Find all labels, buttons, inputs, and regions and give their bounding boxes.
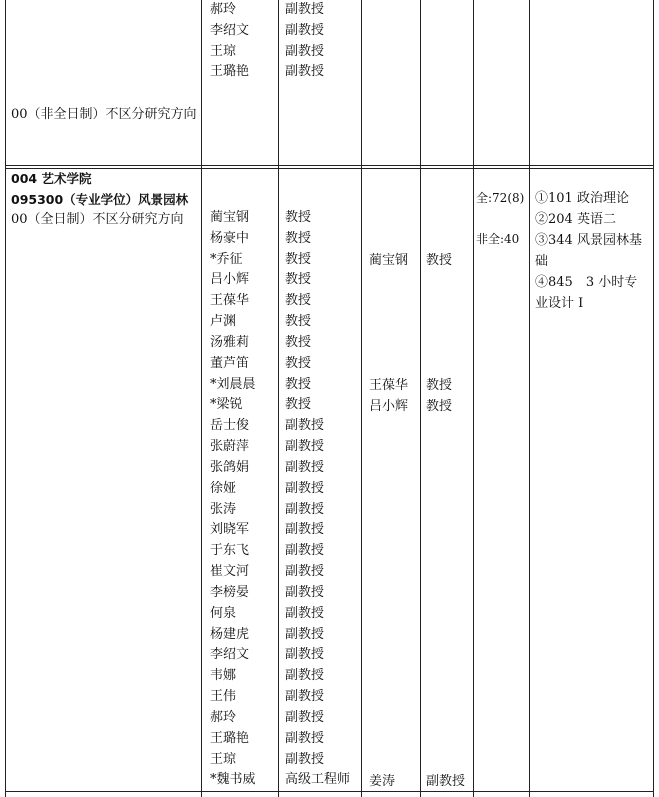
supervisor-title: 副教授: [285, 709, 325, 725]
supervisor-name: 李绍文: [210, 22, 250, 38]
supervisor-title: 副教授: [285, 584, 325, 600]
supervisor-title: 教授: [285, 210, 312, 225]
supervisor-name: 韦娜: [210, 668, 237, 684]
quota-full-time: 全:72(8): [476, 191, 525, 205]
exam-subject: ②204 英语二: [535, 212, 616, 227]
supervisor-title: 高级工程师: [285, 772, 351, 788]
cosupervisor-title: 教授: [426, 399, 453, 414]
supervisor-name: *刘晨晨: [210, 376, 256, 392]
supervisor-name: 王葆华: [210, 293, 250, 309]
supervisor-title: 教授: [285, 397, 312, 413]
supervisor-title: 副教授: [285, 501, 325, 517]
supervisor-title: 副教授: [285, 64, 325, 80]
supervisor-title: 副教授: [285, 689, 325, 705]
supervisor-title: 副教授: [285, 751, 325, 767]
cosupervisor-title: 副教授: [426, 774, 466, 789]
supervisor-title: 副教授: [285, 564, 325, 580]
college-title: 004 艺术学院: [11, 171, 92, 186]
supervisor-title: 教授: [285, 293, 312, 309]
exam-subjects: [535, 188, 650, 314]
supervisor-name: 张蔚萍: [210, 439, 250, 455]
supervisor-name: 张涛: [210, 501, 237, 517]
supervisor-name: 杨豪中: [210, 230, 250, 246]
row-divider: [5, 168, 654, 169]
supervisor-name: 郝玲: [210, 709, 237, 725]
row-divider: [5, 165, 654, 166]
supervisor-title: 教授: [285, 272, 312, 288]
supervisor-name: 于东飞: [210, 543, 250, 559]
supervisor-title: 教授: [285, 314, 312, 330]
column-divider: [201, 0, 202, 797]
cosupervisor-title: 教授: [426, 378, 453, 393]
supervisor-title: 副教授: [285, 647, 325, 663]
cosupervisor-name: 吕小辉: [369, 399, 409, 414]
supervisor-name: 王伟: [210, 689, 237, 705]
cosupervisor-title: 教授: [426, 253, 453, 268]
supervisor-title: 副教授: [285, 626, 325, 642]
supervisor-title: 副教授: [285, 43, 325, 59]
supervisor-title: 副教授: [285, 522, 325, 538]
supervisor-title: 副教授: [285, 480, 325, 496]
exam-subject: ①101 政治理论: [535, 191, 629, 206]
table-border-right: [653, 0, 654, 797]
column-divider: [420, 0, 421, 797]
supervisor-name: 王璐艳: [210, 64, 250, 80]
supervisor-name: 何泉: [210, 605, 237, 621]
supervisor-name: *乔征: [210, 251, 243, 267]
supervisor-name: 蔺宝钢: [210, 210, 250, 225]
cosupervisor-name: 王葆华: [369, 378, 409, 393]
supervisor-title: 副教授: [285, 543, 325, 559]
quota-part-time: 非全:40: [476, 232, 520, 246]
supervisor-title: 教授: [285, 355, 312, 371]
supervisor-titles: [285, 208, 350, 791]
supervisor-title: 教授: [285, 251, 312, 267]
supervisor-title: 副教授: [285, 459, 325, 475]
supervisor-name: 卢渊: [210, 314, 237, 330]
exam-subject: ③344 风景园林基础: [535, 233, 642, 269]
cosupervisor-name: 蔺宝钢: [369, 253, 409, 268]
supervisor-name: 董芦笛: [210, 355, 250, 371]
column-divider: [361, 0, 362, 797]
supervisor-title: 教授: [285, 230, 312, 246]
supervisor-name: 徐娅: [210, 480, 237, 496]
supervisor-title: 副教授: [285, 439, 325, 455]
supervisor-name: 王琼: [210, 751, 237, 767]
supervisor-name: 崔文河: [210, 564, 250, 580]
supervisor-title: 副教授: [285, 22, 325, 38]
supervisor-name: 王璐艳: [210, 730, 250, 746]
column-divider: [529, 0, 530, 797]
table-border-left: [5, 0, 6, 797]
supervisor-name: 王琼: [210, 43, 237, 59]
supervisor-title: 教授: [285, 334, 312, 350]
supervisor-title: 教授: [285, 376, 312, 392]
supervisor-name: 张鸽娟: [210, 459, 250, 475]
supervisor-name: 李榜晏: [210, 584, 250, 600]
supervisor-title: 副教授: [285, 2, 325, 17]
top-supervisor-titles: [285, 0, 324, 83]
supervisor-name: 杨建虎: [210, 626, 250, 642]
column-divider: [473, 0, 474, 797]
supervisor-name: *魏书威: [210, 772, 256, 788]
top-supervisor-names: [210, 0, 249, 83]
supervisor-name: 李绍文: [210, 647, 250, 663]
top-research-direction: 00（非全日制）不区分研究方向: [11, 107, 197, 122]
supervisor-name: 吕小辉: [210, 272, 250, 288]
column-divider: [278, 0, 279, 797]
cosupervisor-name: 姜涛: [369, 774, 396, 789]
supervisor-title: 副教授: [285, 730, 325, 746]
supervisor-title: 副教授: [285, 668, 325, 684]
supervisor-name: 岳士俊: [210, 418, 250, 434]
major-title: 095300（专业学位）风景园林: [11, 192, 189, 207]
supervisor-names: [210, 208, 256, 791]
research-direction: 00（全日制）不区分研究方向: [11, 212, 184, 227]
supervisor-name: 汤雅莉: [210, 334, 250, 350]
supervisor-name: *梁锐: [210, 397, 243, 413]
supervisor-title: 副教授: [285, 605, 325, 621]
supervisor-name: 郝玲: [210, 2, 237, 17]
supervisor-title: 副教授: [285, 418, 325, 434]
exam-subject: ④845 3 小时专业设计 I: [535, 275, 638, 311]
supervisor-name: 刘晓军: [210, 522, 250, 538]
